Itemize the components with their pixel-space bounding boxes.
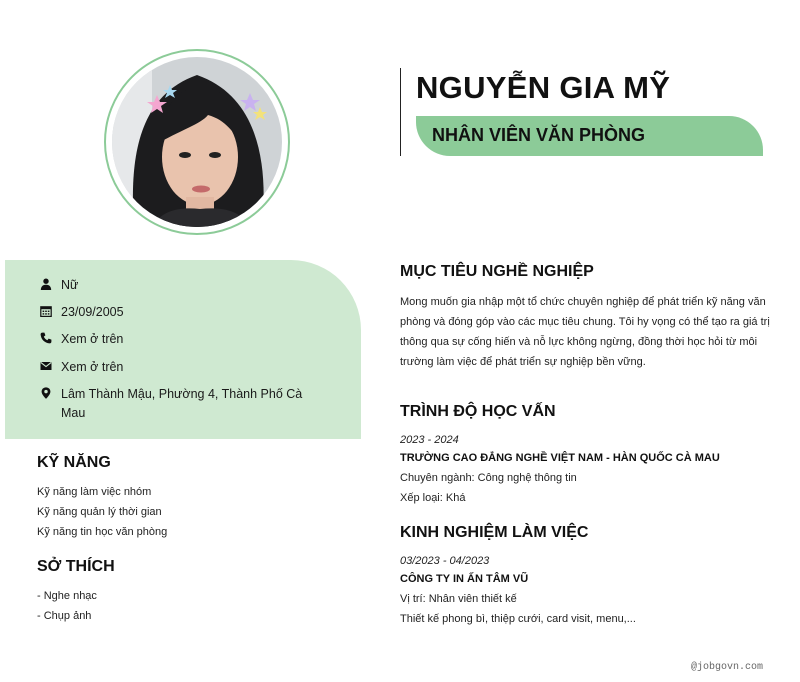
- skill-item: Kỹ năng tin học văn phòng: [37, 526, 168, 538]
- dob-value: 23/09/2005: [61, 305, 124, 319]
- experience-description: Thiết kế phong bì, thiệp cưới, card visit, menu,...: [400, 613, 636, 625]
- skills-heading: KỸ NĂNG: [37, 454, 111, 471]
- contact-address: [40, 385, 311, 423]
- objective-text: Mong muốn gia nhập một tổ chức chuyên nghiệp để phát triển kỹ năng văn phòng và đóng góp vào các mục tiêu chung. Tôi hy vọng có thể tạo ra giá trị thông qua sự cống hiến và nỗ lực không ngừng, đồng thời học hỏi từ môi trường làm việc để phát triển sự nghiệp bền vững.: [400, 296, 770, 368]
- phone-value: Xem ở trên: [61, 332, 124, 346]
- education-school: TRƯỜNG CAO ĐẲNG NGHỀ VIỆT NAM - HÀN QUỐC CÀ MAU: [400, 452, 720, 464]
- location-pin-icon: [40, 387, 52, 399]
- gender-value: Nữ: [61, 278, 79, 292]
- job-title: NHÂN VIÊN VĂN PHÒNG: [432, 125, 646, 145]
- hobby-item: - Nghe nhạc: [37, 590, 97, 602]
- contact-dob: [40, 303, 311, 322]
- hobby-item: - Chụp ảnh: [37, 610, 92, 622]
- contact-gender: [40, 276, 311, 295]
- experience-position: Vị trí: Nhân viên thiết kế: [400, 593, 517, 605]
- education-major: Chuyên ngành: Công nghệ thông tin: [400, 472, 577, 484]
- education-rank: Xếp loại: Khá: [400, 492, 466, 504]
- contact-phone: [40, 330, 311, 349]
- watermark: @jobgovn.com: [690, 662, 763, 673]
- person-icon: [40, 278, 52, 290]
- hobbies-heading: SỞ THÍCH: [37, 558, 115, 575]
- education-heading: TRÌNH ĐỘ HỌC VẤN: [400, 403, 556, 420]
- avatar: [112, 57, 282, 227]
- experience-heading: KINH NGHIỆM LÀM VIỆC: [400, 524, 589, 541]
- phone-icon: [40, 332, 52, 344]
- email-value: Xem ở trên: [61, 360, 124, 374]
- skill-item: Kỹ năng quản lý thời gian: [37, 506, 162, 518]
- address-value: Lâm Thành Mậu, Phường 4, Thành Phố Cà Mau: [61, 387, 303, 420]
- candidate-name: NGUYỄN GIA MỸ: [416, 70, 671, 105]
- contact-email: [40, 358, 311, 377]
- education-period: 2023 - 2024: [400, 434, 459, 446]
- header-divider: [400, 68, 401, 156]
- experience-period: 03/2023 - 04/2023: [400, 555, 490, 567]
- objective-heading: MỤC TIÊU NGHỀ NGHIỆP: [400, 263, 594, 280]
- experience-company: CÔNG TY IN ẤN TÂM VŨ: [400, 573, 529, 585]
- calendar-icon: [40, 305, 52, 317]
- email-icon: [40, 360, 52, 372]
- skill-item: Kỹ năng làm việc nhóm: [37, 486, 152, 498]
